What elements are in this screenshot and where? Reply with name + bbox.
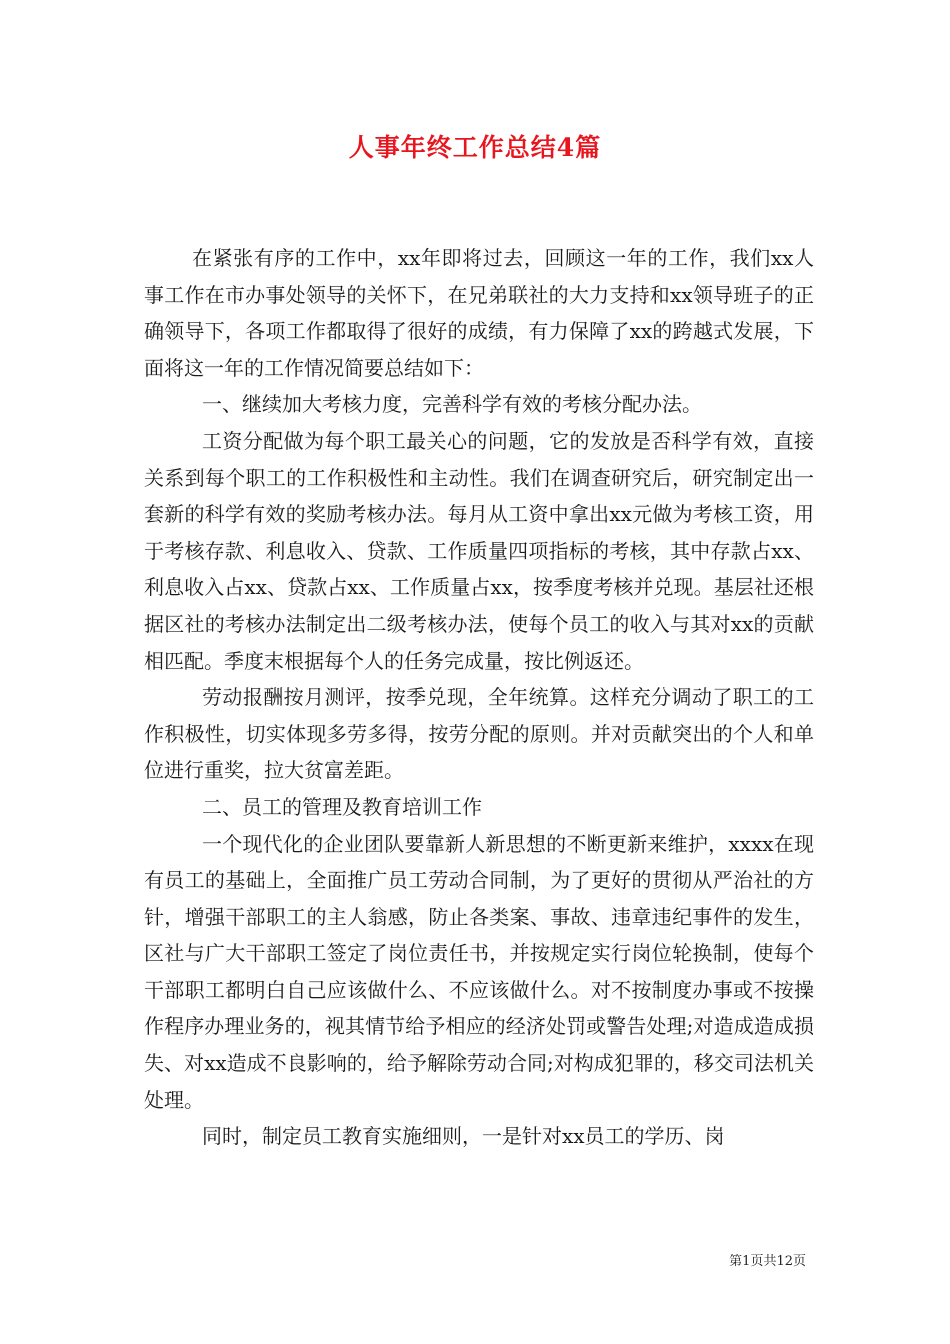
document-body [144,240,814,1155]
section-heading-2: 二、员工的管理及教育培训工作 [202,794,482,819]
paragraph-management: 一个现代化的企业团队要靠新人新思想的不断更新来维护，xxxx在现有员工的基础上，全面推广员工劳动合同制，为了更好的贯彻从严治社的方针，增强干部职工的主人翁感，防止各类案、事故、违章违纪事件的发生，区社与广大干部职工签定了岗位责任书，并按规定实行岗位轮换制，使每个干部职工都明白自己应该做什么、不应该做什么。对不按制度办事或不按操作程序办理业务的，视其情节给予相应的经济处罚或警告处理;对造成造成损失、对xx造成不良影响的，给予解除劳动合同;对构成犯罪的，移交司法机关处理。 [144,831,814,1112]
document-title: 人事年终工作总结4篇 [348,133,602,162]
section-heading-1: 一、继续加大考核力度，完善科学有效的考核分配办法。 [202,392,702,417]
page-number: 第1页共12页 [729,1254,806,1269]
paragraph-training: 同时，制定员工教育实施细则，一是针对xx员工的学历、岗 [202,1124,725,1149]
paragraph-compensation: 劳动报酬按月测评，按季兑现，全年统算。这样充分调动了职工的工作积极性，切实体现多劳多得，按劳分配的原则。并对贡献突出的个人和单位进行重奖，拉大贫富差距。 [144,685,814,783]
paragraph-intro: 在紧张有序的工作中，xx年即将过去，回顾这一年的工作，我们xx人事工作在市办事处领导的关怀下，在兄弟联社的大力支持和xx领导班子的正确领导下，各项工作都取得了很好的成绩，有力保障了xx的跨越式发展，下面将这一年的工作情况简要总结如下： [144,246,814,380]
paragraph-salary: 工资分配做为每个职工最关心的问题，它的发放是否科学有效，直接关系到每个职工的工作积极性和主动性。我们在调查研究后，研究制定出一套新的科学有效的奖励考核办法。每月从工资中拿出xx元做为考核工资，用于考核存款、利息收入、贷款、工作质量四项指标的考核，其中存款占xx、利息收入占xx、贷款占xx、工作质量占xx，按季度考核并兑现。基层社还根据区社的考核办法制定出二级考核办法，使每个员工的收入与其对xx的贡献相匹配。季度末根据每个人的任务完成量，按比例返还。 [144,428,814,673]
